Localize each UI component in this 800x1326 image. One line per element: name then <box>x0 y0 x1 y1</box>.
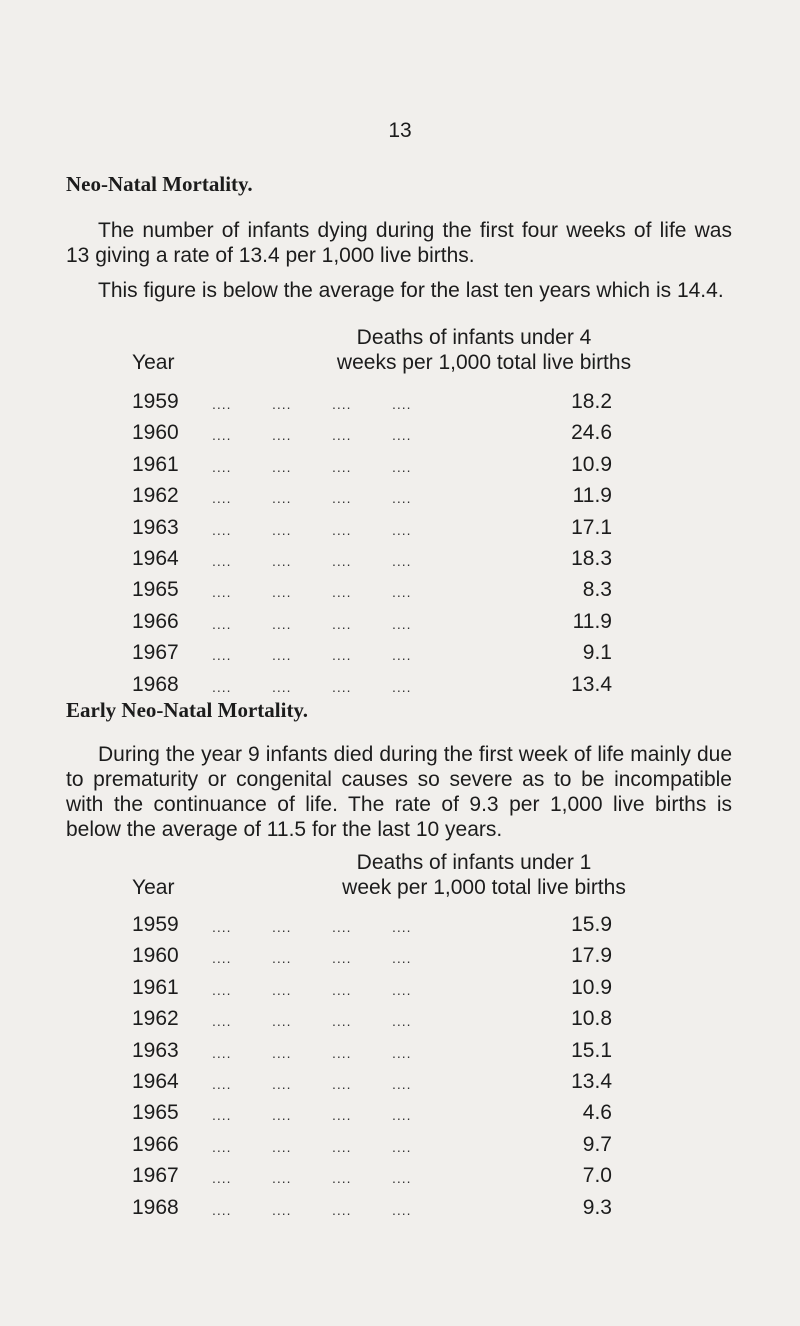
row-dot-leader: .... .... .... .... <box>212 427 412 444</box>
table-row <box>132 1070 612 1096</box>
row-dot-leader: .... .... .... .... <box>212 553 412 569</box>
row-dot-leader: .... .... .... .... <box>212 521 412 538</box>
row-year: 1960 <box>132 421 179 445</box>
table-row <box>132 484 612 510</box>
row-value: 10.9 <box>571 452 612 476</box>
row-dot-leader: .... .... .... .... <box>212 1138 412 1155</box>
table-header-deaths <box>264 325 664 375</box>
row-dot-leader: .... .... .... .... <box>212 981 412 998</box>
row-year: 1965 <box>132 1101 179 1125</box>
row-dot-leader: .... .... .... .... <box>212 458 412 475</box>
table-row <box>132 1007 612 1033</box>
paragraph-neo-natal-average: This figure is below the average for the last ten years which is 14.4. <box>98 279 724 302</box>
row-year: 1963 <box>132 515 179 539</box>
row-value: 4.6 <box>582 1101 612 1125</box>
row-value: 13.4 <box>571 672 612 696</box>
row-year: 1966 <box>132 1132 179 1156</box>
row-dot-leader: .... .... .... .... <box>212 1201 412 1218</box>
row-year: 1961 <box>132 975 179 999</box>
row-year: 1967 <box>132 1164 179 1188</box>
row-year: 1962 <box>132 484 179 508</box>
row-value: 18.2 <box>571 390 612 413</box>
row-value: 8.3 <box>582 578 612 602</box>
row-year: 1959 <box>132 390 179 413</box>
table-row <box>132 390 612 416</box>
row-year: 1968 <box>132 672 179 696</box>
row-dot-leader: .... .... .... .... <box>212 1170 412 1187</box>
row-value: 9.3 <box>582 1195 612 1219</box>
row-dot-leader: .... .... .... .... <box>212 615 412 632</box>
row-year: 1962 <box>132 1007 179 1031</box>
row-value: 9.7 <box>582 1132 612 1156</box>
row-year: 1963 <box>132 1038 179 1062</box>
row-value: 11.9 <box>572 484 612 508</box>
table-header-year: Year <box>132 351 175 374</box>
table-header-year: Year <box>132 876 175 899</box>
row-dot-leader: .... .... .... .... <box>212 950 412 967</box>
table-row <box>132 944 612 970</box>
row-value: 10.9 <box>571 975 612 999</box>
row-dot-leader: .... .... .... .... <box>212 490 412 507</box>
row-year: 1960 <box>132 944 179 968</box>
table-row <box>132 453 612 479</box>
table-header-deaths <box>264 850 664 900</box>
row-value: 11.9 <box>572 609 612 633</box>
row-year: 1961 <box>132 452 179 476</box>
row-value: 13.4 <box>571 1070 612 1093</box>
row-value: 17.1 <box>571 515 612 539</box>
paragraph-early-neo-natal: During the year 9 infants died during the first week of life mainly due to prematurity or congenital causes so severe as to be incompatible with the continuance of life. The rate of 9.3 per 1,000 live births is below the average of 11.5 for the last 10 years. <box>66 743 732 841</box>
row-dot-leader: .... .... .... .... <box>212 396 412 412</box>
row-value: 10.8 <box>571 1007 612 1031</box>
table-header-deaths-line1: Deaths of infants under 4 <box>356 326 592 349</box>
row-value: 24.6 <box>571 421 612 445</box>
paragraph-neo-natal-count: The number of infants dying during the first four weeks of life was 13 giving a rate of 13.4 per 1,000 live births. <box>66 219 732 267</box>
row-dot-leader: .... .... .... .... <box>212 1013 412 1030</box>
row-year: 1966 <box>132 609 179 633</box>
row-year: 1968 <box>132 1195 179 1219</box>
row-dot-leader: .... .... .... .... <box>212 1107 412 1124</box>
table-row <box>132 547 612 573</box>
row-value: 15.1 <box>571 1038 612 1062</box>
row-year: 1965 <box>132 578 179 602</box>
table-header-deaths-line2: weeks per 1,000 total live births <box>336 351 632 374</box>
table-row <box>132 610 612 636</box>
row-value: 9.1 <box>582 641 612 665</box>
row-year: 1964 <box>132 1070 179 1093</box>
row-value: 17.9 <box>571 944 612 968</box>
table-row <box>132 1101 612 1127</box>
row-year: 1967 <box>132 641 179 665</box>
row-dot-leader: .... .... .... .... <box>212 1044 412 1061</box>
table-row <box>132 1196 612 1222</box>
row-dot-leader: .... .... .... .... <box>212 584 412 601</box>
table-row <box>132 578 612 604</box>
row-year: 1964 <box>132 547 179 570</box>
table-row <box>132 641 612 667</box>
table-row <box>132 1039 612 1065</box>
table-row <box>132 913 612 939</box>
table-row <box>132 1133 612 1159</box>
row-value: 18.3 <box>571 547 612 570</box>
table-row <box>132 673 612 699</box>
table-row <box>132 976 612 1002</box>
table-header-deaths-line2: week per 1,000 total live births <box>342 876 626 899</box>
row-dot-leader: .... .... .... .... <box>212 919 412 935</box>
section-heading-early-neo-natal: Early Neo-Natal Mortality. <box>66 698 309 722</box>
row-value: 15.9 <box>571 913 612 936</box>
row-dot-leader: .... .... .... .... <box>212 1076 412 1092</box>
row-dot-leader: .... .... .... .... <box>212 647 412 664</box>
row-value: 7.0 <box>582 1164 612 1188</box>
table-header-deaths-line1: Deaths of infants under 1 <box>356 851 592 874</box>
table-row <box>132 1164 612 1190</box>
row-year: 1959 <box>132 913 179 936</box>
table-row <box>132 421 612 447</box>
page-number: 13 <box>388 119 412 142</box>
table-row <box>132 516 612 542</box>
section-heading-neo-natal: Neo-Natal Mortality. <box>66 172 253 196</box>
row-dot-leader: .... .... .... .... <box>212 678 412 695</box>
